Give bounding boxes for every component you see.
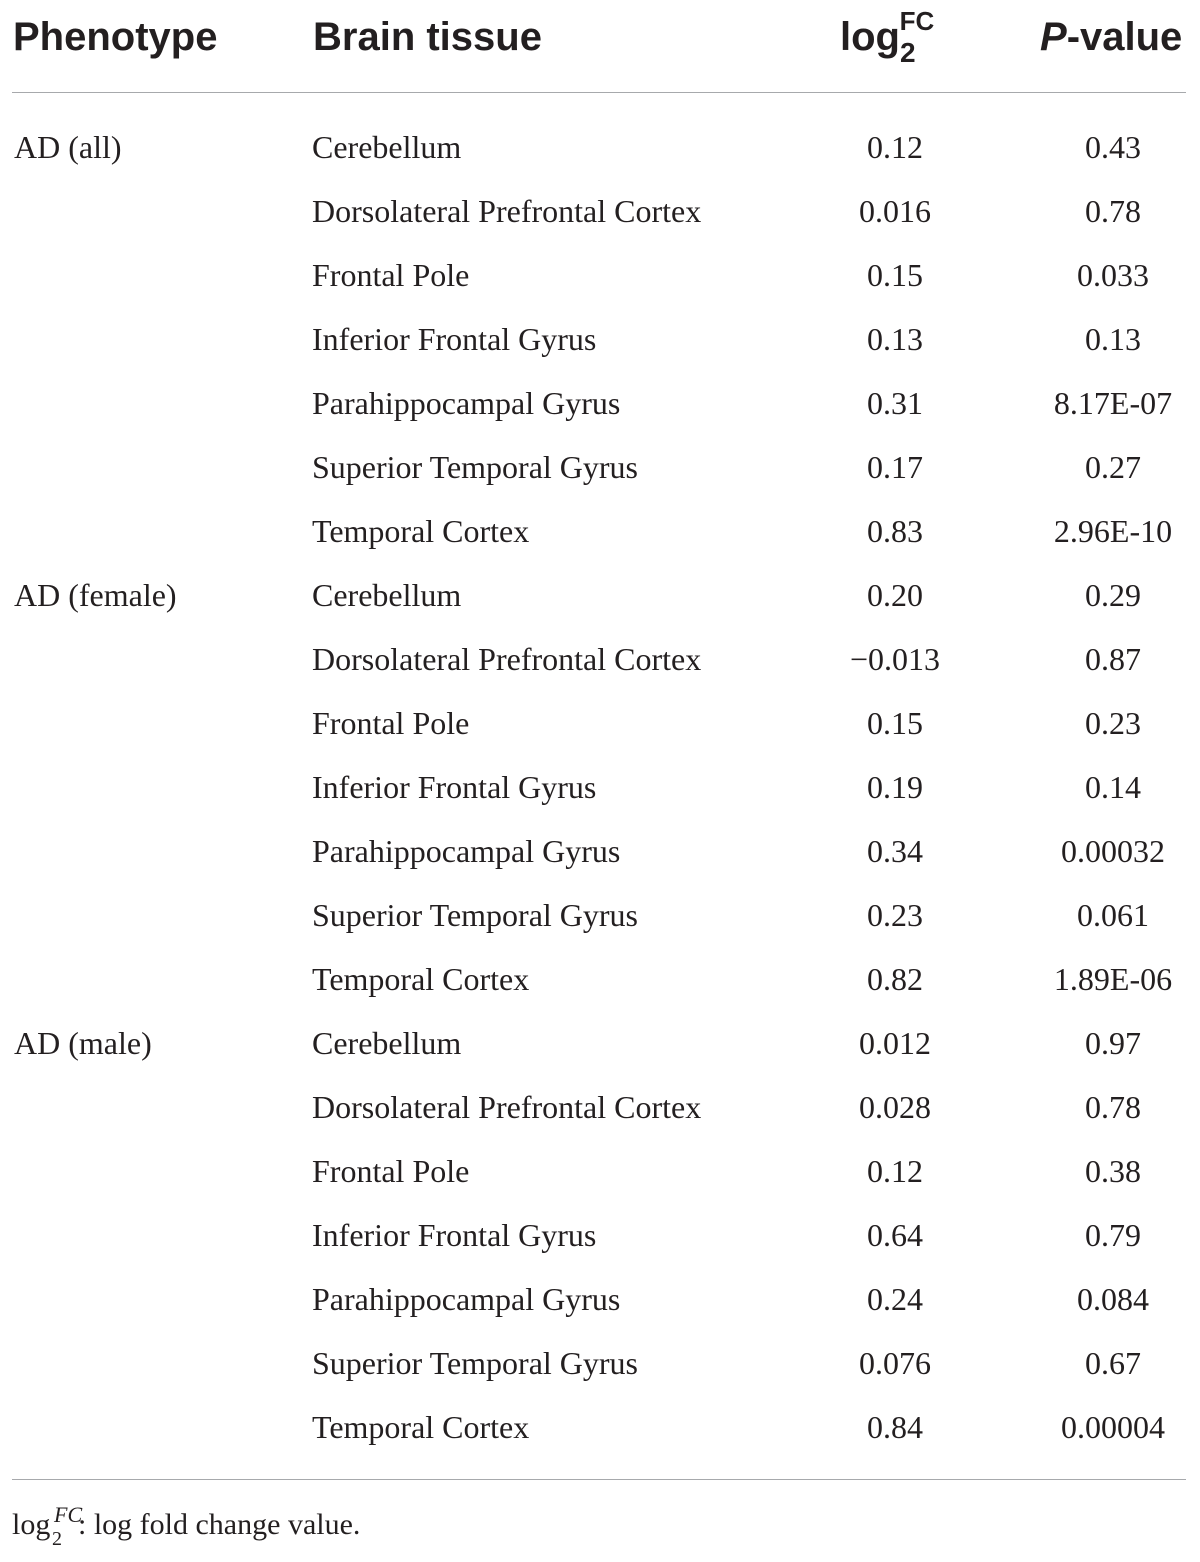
table-row [0, 1331, 1200, 1395]
cell-brain-tissue: Cerebellum [312, 129, 462, 165]
cell-log2fc: 0.016 [859, 193, 931, 229]
cell-p-value: 0.00032 [1061, 833, 1165, 869]
table-row [0, 499, 1200, 563]
cell-p-value: 0.033 [1077, 257, 1149, 293]
footnote-log2fc-symbol [12, 1502, 83, 1550]
cell-log2fc: 0.12 [867, 1153, 923, 1189]
table-row [0, 307, 1200, 371]
cell-brain-tissue: Cerebellum [312, 1025, 462, 1061]
header-p-italic: P [1040, 15, 1067, 59]
header-log2fc-sub: 2 [899, 37, 916, 68]
cell-log2fc: 0.12 [867, 129, 923, 165]
header-log2fc [840, 6, 950, 68]
cell-log2fc: 0.24 [867, 1281, 923, 1317]
cell-p-value: 0.061 [1077, 897, 1149, 933]
cell-p-value: 0.29 [1085, 577, 1141, 613]
cell-phenotype: AD (male) [14, 1025, 152, 1061]
footnote-text: : log fold change value. [78, 1508, 361, 1541]
cell-brain-tissue: Dorsolateral Prefrontal Cortex [312, 193, 702, 229]
table-row [0, 243, 1200, 307]
cell-log2fc: −0.013 [849, 641, 941, 677]
cell-brain-tissue: Dorsolateral Prefrontal Cortex [312, 1089, 702, 1125]
cell-brain-tissue: Cerebellum [312, 577, 462, 613]
cell-log2fc: 0.34 [867, 833, 923, 869]
footnote-log-sub: 2 [52, 1528, 62, 1550]
cell-brain-tissue: Dorsolateral Prefrontal Cortex [312, 641, 702, 677]
cell-brain-tissue: Superior Temporal Gyrus [312, 1345, 638, 1381]
table-row [0, 563, 1200, 627]
cell-p-value: 0.78 [1085, 193, 1141, 229]
cell-brain-tissue: Superior Temporal Gyrus [312, 897, 638, 933]
table-body [0, 115, 1200, 1459]
header-log2fc-sup: FC [899, 6, 935, 36]
cell-p-value: 0.084 [1077, 1281, 1149, 1317]
table-row [0, 1267, 1200, 1331]
cell-p-value: 0.14 [1085, 769, 1141, 805]
table-row [0, 1075, 1200, 1139]
footnote-log-sup: FC [54, 1502, 83, 1527]
cell-log2fc: 0.15 [867, 257, 923, 293]
cell-log2fc: 0.83 [867, 513, 923, 549]
cell-log2fc: 0.64 [867, 1217, 923, 1253]
cell-p-value: 0.38 [1085, 1153, 1141, 1189]
cell-log2fc: 0.31 [867, 385, 923, 421]
table-row [0, 883, 1200, 947]
header-p-value [1040, 12, 1182, 62]
footnote [12, 1502, 360, 1548]
cell-brain-tissue: Superior Temporal Gyrus [312, 449, 638, 485]
cell-p-value: 0.43 [1085, 129, 1141, 165]
cell-p-value: 0.97 [1085, 1025, 1141, 1061]
cell-p-value: 1.89E-06 [1053, 961, 1173, 997]
cell-brain-tissue: Frontal Pole [312, 705, 470, 741]
cell-brain-tissue: Inferior Frontal Gyrus [312, 1217, 597, 1253]
cell-brain-tissue: Parahippocampal Gyrus [312, 385, 621, 421]
cell-p-value: 0.27 [1085, 449, 1141, 485]
cell-phenotype: AD (female) [14, 577, 177, 613]
cell-brain-tissue: Parahippocampal Gyrus [312, 833, 621, 869]
table-row [0, 1139, 1200, 1203]
cell-log2fc: 0.84 [867, 1409, 923, 1445]
cell-brain-tissue: Inferior Frontal Gyrus [312, 769, 597, 805]
cell-brain-tissue: Inferior Frontal Gyrus [312, 321, 597, 357]
cell-log2fc: 0.19 [867, 769, 923, 805]
cell-log2fc: 0.15 [867, 705, 923, 741]
cell-brain-tissue: Temporal Cortex [312, 513, 530, 549]
table-row [0, 755, 1200, 819]
table-row [0, 1395, 1200, 1459]
cell-log2fc: 0.028 [859, 1089, 931, 1125]
footer-divider [12, 1479, 1186, 1480]
table-row [0, 371, 1200, 435]
table-row [0, 947, 1200, 1011]
cell-brain-tissue: Temporal Cortex [312, 961, 530, 997]
cell-p-value: 0.67 [1085, 1345, 1141, 1381]
table-row [0, 1203, 1200, 1267]
cell-p-value: 0.23 [1085, 705, 1141, 741]
cell-log2fc: 0.13 [867, 321, 923, 357]
cell-log2fc: 0.20 [867, 577, 923, 613]
table-row [0, 691, 1200, 755]
cell-log2fc: 0.82 [867, 961, 923, 997]
cell-p-value: 0.79 [1085, 1217, 1141, 1253]
cell-brain-tissue: Frontal Pole [312, 1153, 470, 1189]
cell-brain-tissue: Frontal Pole [312, 257, 470, 293]
cell-p-value: 8.17E-07 [1053, 385, 1173, 421]
cell-log2fc: 0.17 [867, 449, 923, 485]
table-row [0, 627, 1200, 691]
table-row [0, 1011, 1200, 1075]
table-row [0, 115, 1200, 179]
cell-p-value: 0.00004 [1061, 1409, 1165, 1445]
cell-phenotype: AD (all) [14, 129, 122, 165]
header-divider [12, 92, 1186, 93]
table-row [0, 435, 1200, 499]
header-log2fc-base: log [840, 15, 900, 59]
header-p-rest: -value [1066, 15, 1183, 59]
cell-p-value: 0.78 [1085, 1089, 1141, 1125]
table-header [0, 0, 1200, 90]
table-row [0, 179, 1200, 243]
footnote-log-base: log [12, 1508, 51, 1541]
header-phenotype: Phenotype [13, 15, 218, 59]
header-brain-tissue: Brain tissue [313, 15, 542, 59]
table-row [0, 819, 1200, 883]
cell-brain-tissue: Temporal Cortex [312, 1409, 530, 1445]
cell-p-value: 0.13 [1085, 321, 1141, 357]
cell-brain-tissue: Parahippocampal Gyrus [312, 1281, 621, 1317]
cell-log2fc: 0.076 [859, 1345, 931, 1381]
cell-log2fc: 0.23 [867, 897, 923, 933]
cell-p-value: 2.96E-10 [1053, 513, 1173, 549]
cell-log2fc: 0.012 [859, 1025, 931, 1061]
cell-p-value: 0.87 [1085, 641, 1141, 677]
